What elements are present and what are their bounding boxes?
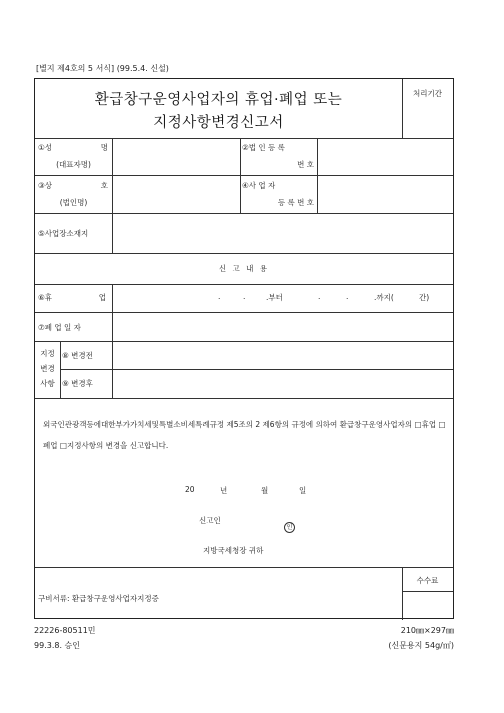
period-separator: . [346,292,349,301]
rule [35,253,453,254]
form-number-note: [별지 제4호의 5 서식] (99.5.4. 신설) [36,64,169,73]
period-until-text: .까지( [374,293,394,302]
approval-date: 99.3.8. 승인 [34,641,80,650]
report-form [34,78,454,619]
period-duration-text: 간) [419,293,430,302]
name-label: ①성 명 [38,143,108,152]
form-title-line1: 환급창구운영사업자의 휴업·폐업 또는 [94,92,343,108]
seal-icon: 인 [284,514,295,533]
rule [60,369,453,370]
rule [317,138,318,214]
rule [35,567,453,568]
trade-name-label: ③상 호 [38,181,108,190]
processing-period-label: 처리기간 [413,89,442,98]
period-from-text: .부터 [266,293,283,302]
date-month-unit: 월 [261,486,269,495]
trade-name-field[interactable] [114,177,238,211]
corporation-name-label: (법인명) [59,198,88,207]
business-reg-label: ④사 업 자 [242,181,276,190]
rule [60,341,61,399]
date-day-unit: 일 [299,486,307,495]
form-code: 22226-80511민 [34,626,96,635]
paper-type: (신문용지 54g/㎡) [388,641,454,650]
rule [240,138,241,214]
paper-size: 210㎜×297㎜ [400,626,454,635]
rule [112,138,113,214]
before-change-label: ⑧ 변경전 [62,351,93,360]
suspension-label: ⑥휴 업 [38,293,106,302]
business-location-field[interactable] [114,215,451,251]
form-title-line2: 지정사항변경신고서 [153,115,284,131]
rule [35,398,453,399]
business-reg-number-label: 등 록 번 호 [277,198,314,207]
rule [112,213,113,254]
addressee: 지방국세청장 귀하 [203,546,264,555]
corporate-reg-field[interactable] [319,140,451,173]
date-year: 20 [185,485,195,494]
report-content-header: 신 고 내 용 [218,264,270,273]
fee-field[interactable] [404,593,451,618]
business-reg-field[interactable] [319,177,451,211]
suspension-period-field[interactable] [114,286,451,310]
rule [112,341,113,399]
rule [35,284,453,285]
date-year-unit: 년 [220,486,228,495]
before-change-field[interactable] [114,343,451,367]
reporter-label: 신고인 [199,516,221,525]
required-documents: 구비서류: 환급창구운영사업자지정증 [38,594,159,603]
rule [35,175,453,176]
fee-label: 수수료 [416,576,439,585]
corporate-reg-number-label: 번 호 [297,160,314,169]
declaration-statement: 외국인관광객등에대한부가가치세및특별소비세특례규정 제5조의 2 제6항의 규정에 의하여 환급창구운영사업자의 □휴업 □폐업 □지정사항의 변경을 신고합니다. [43,420,446,450]
rule [35,138,453,139]
period-separator: . [243,292,246,301]
period-separator: . [318,292,321,301]
period-separator: . [218,292,221,301]
rule [35,312,453,313]
after-change-label: ⑨ 변경후 [62,379,93,388]
rule [35,213,453,214]
business-location-label: ⑤사업장소재지 [38,229,89,238]
after-change-field[interactable] [114,371,451,396]
name-field[interactable] [114,140,238,173]
closure-date-label: ⑦폐 업 일 자 [38,323,81,332]
representative-label: (대표자명) [56,160,91,169]
rule [402,591,453,592]
closure-date-field[interactable] [114,314,451,339]
rule [35,341,453,342]
rule [112,284,113,341]
corporate-reg-label: ②법 인 등 록 [242,143,285,152]
designation-change-group-label: 지정 변경 사항 [40,349,55,388]
